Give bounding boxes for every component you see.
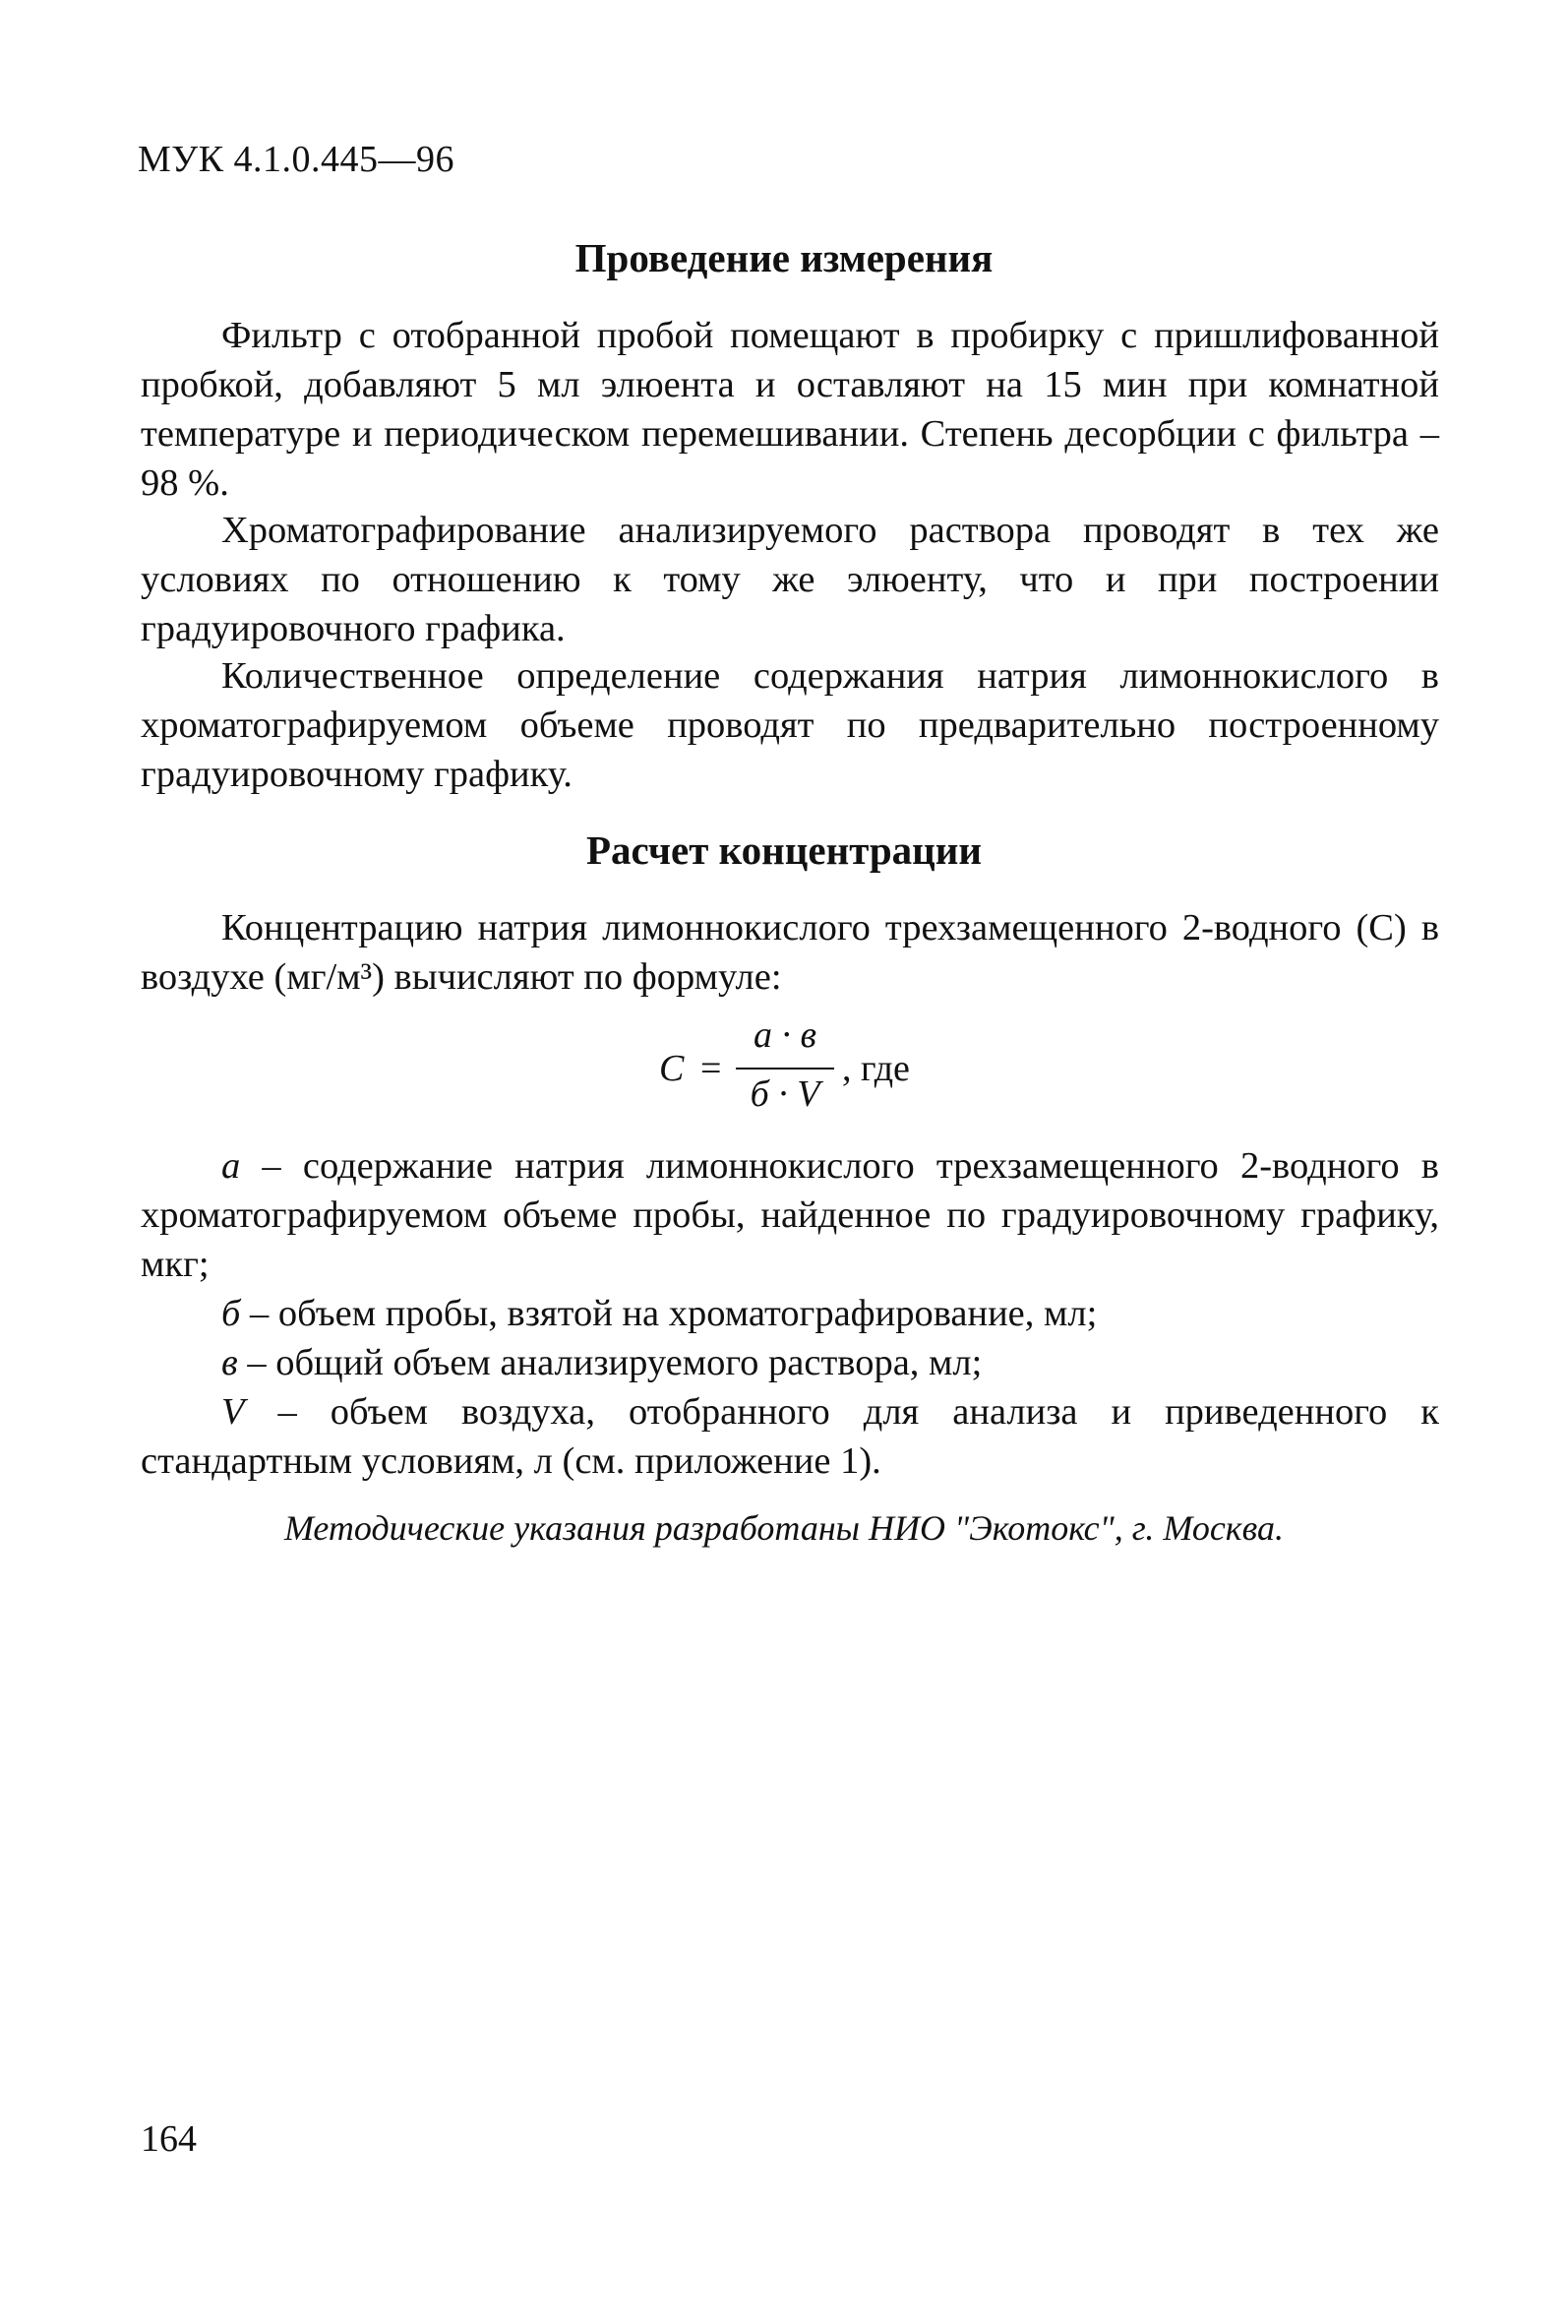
formula-equals: = [700, 1048, 722, 1089]
section-title-calculation: Расчет концентрации [585, 827, 983, 873]
definition-a [141, 1141, 1439, 1289]
definition-symbol: б [221, 1293, 241, 1334]
definition-symbol: V [221, 1391, 245, 1433]
definition-b [141, 1289, 1439, 1338]
definition-v [141, 1338, 1439, 1387]
definition-text: – объем пробы, взятой на хроматографирование, мл; [240, 1293, 1098, 1334]
definition-air-volume [141, 1387, 1439, 1486]
paragraph-measurement-3: Количественное определение содержания натрия лимоннокислого в хроматографируемом объеме проводят по предварительно построенному градуировочному графику. [141, 655, 1439, 795]
definition-text: – общий объем анализируемого раствора, мл; [237, 1342, 983, 1383]
fraction-bar [736, 1068, 834, 1070]
page-number: 164 [141, 2118, 197, 2160]
document-code: МУК 4.1.0.445—96 [138, 139, 455, 180]
formula-lhs: C [659, 1048, 685, 1089]
definition-text: – объем воздуха, отобранного для анализа и приведенного к стандартным условиям, л (см. приложение 1). [141, 1391, 1439, 1482]
definition-symbol: в [221, 1342, 238, 1383]
formula-numerator: а · в [754, 1014, 816, 1056]
developer-credit: Методические указания разработаны НИО "Экотокс", г. Москва. [283, 1508, 1285, 1548]
paragraph-measurement-2: Хроматографирование анализируемого раствора проводят в тех же условиях по отношению к тому же элюенту, что и при построении градуировочного графика. [141, 510, 1439, 649]
paragraph-measurement-1: Фильтр с отобранной пробой помещают в пробирку с пришлифованной пробкой, добавляют 5 мл элюента и оставляют на 15 мин при комнатной температуре и периодическом перемешивании. Степень десорбции с фильтра – 98 %. [141, 315, 1439, 504]
definition-symbol: а [221, 1145, 241, 1187]
section-title-measurement: Проведение измерения [574, 235, 994, 280]
definition-text: – содержание натрия лимоннокислого трехзамещенного 2-водного в хроматографируемом объеме пробы, найденное по градуировочному графику, мкг; [141, 1145, 1439, 1285]
paragraph-calculation-intro: Концентрацию натрия лимоннокислого трехзамещенного 2-водного (C) в воздухе (мг/м³) вычисляют по формуле: [141, 907, 1439, 998]
formula-suffix: , где [842, 1048, 910, 1089]
formula-denominator: б · V [750, 1073, 820, 1115]
